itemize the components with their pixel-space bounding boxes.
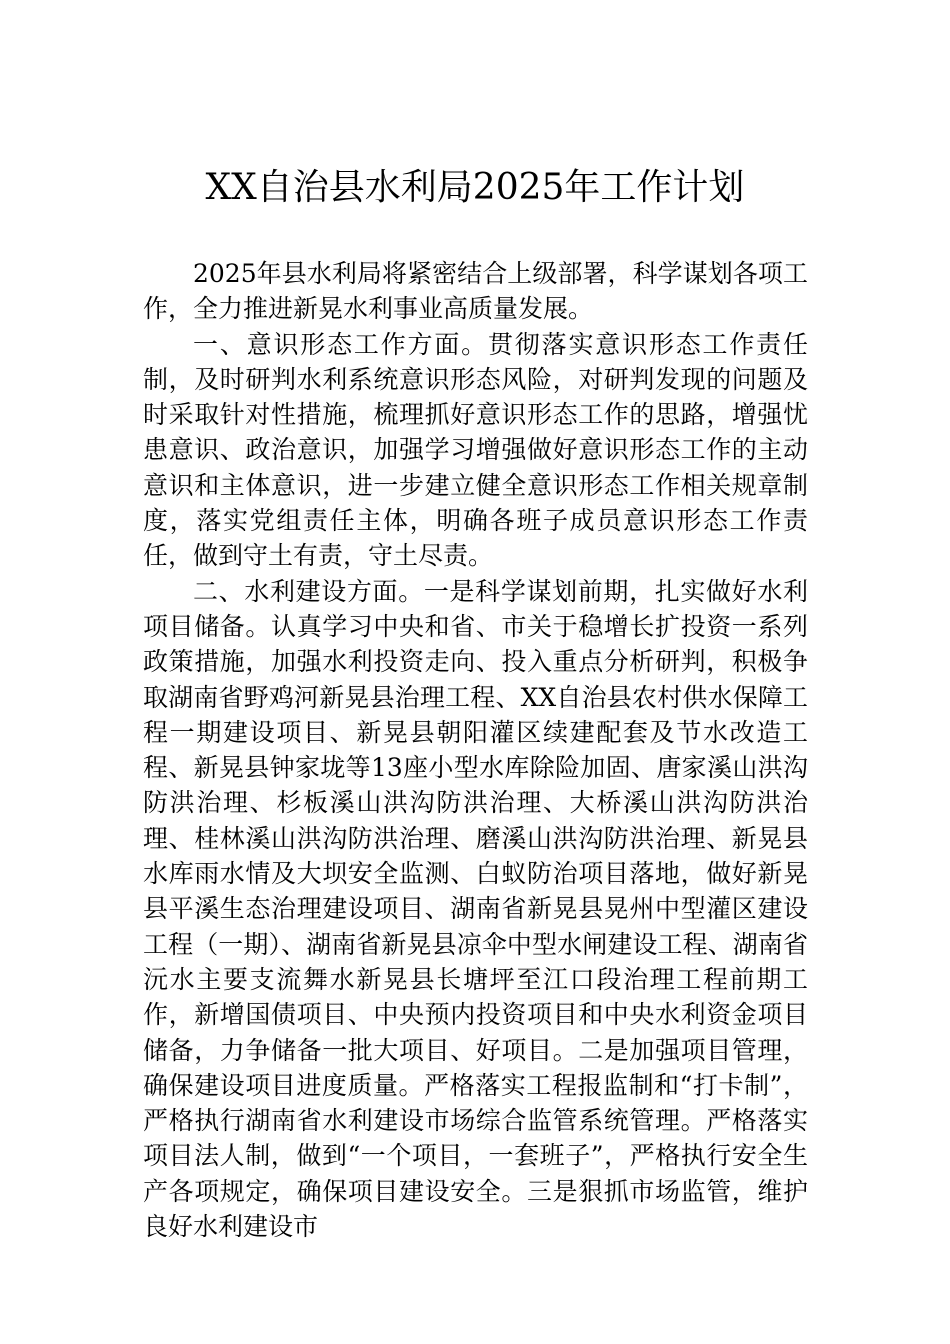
water-construction-paragraph: 二、水利建设方面。一是科学谋划前期，扎实做好水利项目储备。认真学习中央和省、市关于稳增长扩投资一系列政策措施，加强水利投资走向、投入重点分析研判，积极争取湖南省野鸡河新晃县治理工程、XX自治县农村供水保障工程一期建设项目、新晃县朝阳灌区续建配套及节水改造工程、新晃县钟家垅等13座小型水库除险加固、唐家溪山洪沟防洪治理、杉板溪山洪沟防洪治理、大桥溪山洪沟防洪治理、桂林溪山洪沟防洪治理、磨溪山洪沟防洪治理、新晃县水库雨水情及大坝安全监测、白蚁防治项目落地，做好新晃县平溪生态治理建设项目、湖南省新晃县晃州中型灌区建设工程（一期）、湖南省新晃县凉伞中型水闸建设工程、湖南省沅水主要支流舞水新晃县长塘坪至江口段治理工程前期工作，新增国债项目、中央预内投资项目和中央水利资金项目储备，力争储备一批大项目、好项目。二是加强项目管理，确保建设项目进度质量。严格落实工程报监制和“打卡制”，严格执行湖南省水利建设市场综合监管系统管理。严格落实项目法人制，做到“一个项目，一套班子”，严格执行安全生产各项规定，确保项目建设安全。三是狠抓市场监管，维护良好水利建设市 (143, 576, 808, 1242)
document-body (143, 256, 808, 1244)
intro-paragraph: 2025年县水利局将紧密结合上级部署，科学谋划各项工作，全力推进新晃水利事业高质量发展。 (143, 259, 808, 324)
document-title: XX自治县水利局2025年工作计划 (205, 167, 745, 208)
ideology-paragraph: 一、意识形态工作方面。贯彻落实意识形态工作责任制，及时研判水利系统意识形态风险，对研判发现的问题及时采取针对性措施，梳理抓好意识形态工作的思路，增强忧患意识、政治意识，加强学习增强做好意识形态工作的主动意识和主体意识，进一步建立健全意识形态工作相关规章制度，落实党组责任主体，明确各班子成员意识形态工作责任，做到守土有责，守土尽责。 (143, 329, 808, 571)
